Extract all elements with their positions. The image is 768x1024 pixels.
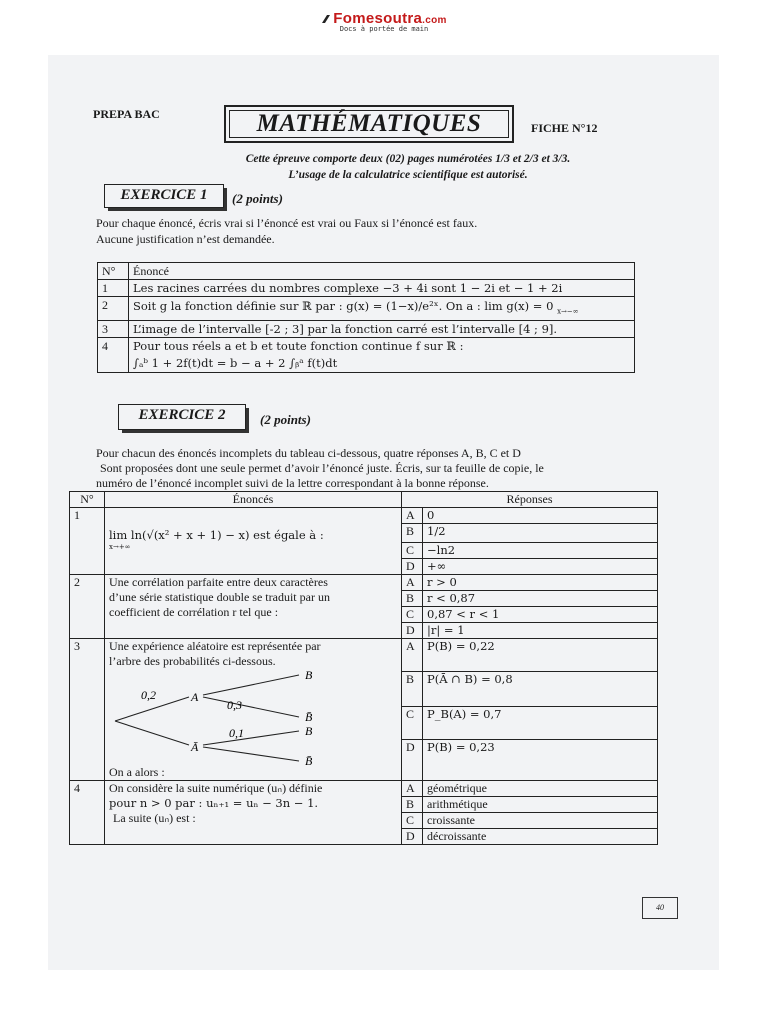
question-line: l’arbre des probabilités ci-dessous.: [109, 654, 276, 668]
probability-tree: [109, 669, 389, 765]
site-header: [0, 10, 768, 33]
answer-letter: A: [402, 508, 423, 524]
instruction-pages: Cette épreuve comporte deux (02) pages numérotées 1/3 et 2/3 et 3/3.: [245, 153, 571, 165]
tree-prob-b-given-abar: 0,1: [229, 726, 244, 740]
tree-node-abar: Ā: [191, 740, 199, 754]
brand-subtitle: Docs à portée de main: [339, 25, 429, 33]
answer-value: P(Ā ∩ B) = 0,8: [423, 671, 658, 706]
question-number: 4: [70, 781, 105, 845]
row-statement: Les racines carrées du nombres complexe −3 + 4i sont 1 − 2i et − 1 + 2i: [129, 280, 635, 297]
answer-value: géométrique: [423, 781, 658, 797]
row-number: 3: [98, 321, 129, 338]
page-number-tag: 40: [642, 897, 678, 919]
table-header-row: [98, 263, 635, 280]
answer-value: P(B) = 0,22: [423, 639, 658, 672]
answer-letter: B: [402, 797, 423, 813]
answer-letter: D: [402, 559, 423, 575]
exercise-1-table: [97, 262, 635, 373]
question-number: 3: [70, 639, 105, 781]
exercise-1-note: Aucune justification n’est demandée.: [96, 232, 275, 246]
answer-letter: B: [402, 671, 423, 706]
row-number: 4: [98, 338, 129, 373]
table-row: [98, 338, 635, 373]
tree-leaf-bbar: B̄: [305, 710, 313, 724]
table-row: [70, 639, 658, 672]
answer-letter: A: [402, 781, 423, 797]
table-header-row: [70, 492, 658, 508]
question-line: d’une série statistique double se traduit par un: [109, 590, 330, 604]
answer-value: croissante: [423, 813, 658, 829]
answer-letter: A: [402, 639, 423, 672]
answer-letter: C: [402, 706, 423, 739]
answer-letter: C: [402, 543, 423, 559]
limit-subscript: x→+∞: [109, 542, 131, 551]
question-line: On considère la suite numérique (uₙ) définie: [109, 781, 323, 795]
fiche-number: FICHE N°12: [531, 121, 598, 135]
answer-letter: B: [402, 524, 423, 543]
question-number: 2: [70, 575, 105, 639]
row-statement: [129, 297, 635, 321]
exercise-2-intro-line1: Pour chacun des énoncés incomplets du tableau ci-dessous, quatre réponses A, B, C et D: [96, 446, 521, 460]
document-sheet: [48, 55, 719, 970]
tree-prob-a: 0,2: [141, 688, 156, 702]
table-row: [98, 297, 635, 321]
answer-value: +∞: [423, 559, 658, 575]
exercise-2-table: [69, 491, 658, 845]
col-header-answers: Réponses: [402, 492, 658, 508]
table-row: [98, 280, 635, 297]
question-line: Une expérience aléatoire est représentée par: [109, 639, 321, 653]
instruction-calculator: L’usage de la calculatrice scientifique est autorisé.: [288, 169, 528, 181]
question-text: lim ln(√(x² + x + 1) − x) est égale à :: [109, 527, 324, 542]
exercise-1-title: EXERCICE 1: [104, 184, 224, 208]
answer-value: r < 0,87: [423, 591, 658, 607]
exercise-1-points: (2 points): [232, 191, 283, 206]
col-header-statement: Énoncé: [129, 263, 635, 280]
answer-value: arithmétique: [423, 797, 658, 813]
answer-letter: D: [402, 623, 423, 639]
row-number: 2: [98, 297, 129, 321]
question-line: Une corrélation parfaite entre deux caractères: [109, 575, 328, 589]
answer-value: r > 0: [423, 575, 658, 591]
answer-letter: D: [402, 829, 423, 845]
table-row: [98, 321, 635, 338]
col-header-statements: Énoncés: [105, 492, 402, 508]
brand-name: Fomesoutra: [333, 10, 423, 27]
answer-value: 1/2: [423, 524, 658, 543]
answer-value: −ln2: [423, 543, 658, 559]
tree-leaf-b: B: [305, 669, 313, 682]
answer-letter: A: [402, 575, 423, 591]
question-number: 1: [70, 508, 105, 575]
answer-value: P_B(A) = 0,7: [423, 706, 658, 739]
answer-value: |r| = 1: [423, 623, 658, 639]
answer-value: 0: [423, 508, 658, 524]
row-statement-text: Soit g la fonction définie sur ℝ par : g(x) = (1−x)/e²ˣ. On a : lim g(x) = 0: [133, 299, 554, 313]
exercise-1-intro: Pour chaque énoncé, écris vrai si l’énoncé est vrai ou Faux si l’énoncé est faux.: [96, 216, 478, 230]
answer-letter: C: [402, 813, 423, 829]
tree-prob-b-given-a: 0,3: [227, 698, 242, 712]
answer-letter: D: [402, 739, 423, 780]
tree-node-a: A: [191, 690, 199, 704]
question-footer: On a alors :: [109, 765, 165, 779]
row-statement: L’image de l’intervalle [-2 ; 3] par la fonction carré est l’intervalle [4 ; 9].: [129, 321, 635, 338]
answer-letter: B: [402, 591, 423, 607]
brand-suffix: .com: [422, 15, 447, 26]
table-row: [70, 508, 658, 524]
answer-value: 0,87 < r < 1: [423, 607, 658, 623]
col-header-number: N°: [70, 492, 105, 508]
answer-value: décroissante: [423, 829, 658, 845]
tree-leaf-b: B: [305, 724, 313, 738]
exercise-2-intro-line3: numéro de l’énoncé incomplet suivi de la lettre correspondant à la bonne réponse.: [96, 476, 489, 490]
limit-subscript: x→−∞: [557, 307, 579, 316]
row-number: 1: [98, 280, 129, 297]
tree-leaf-bbar: B̄: [305, 754, 313, 765]
row-statement: [129, 338, 635, 373]
answer-letter: C: [402, 607, 423, 623]
answer-value: P(B) = 0,23: [423, 739, 658, 780]
question-statement: [105, 575, 402, 639]
page-title: MATHÉMATIQUES: [256, 110, 482, 137]
exercise-2-points: (2 points): [260, 412, 311, 427]
question-line: pour n > 0 par : uₙ₊₁ = uₙ − 3n − 1.: [109, 796, 319, 810]
question-statement: [105, 639, 402, 781]
table-row: [70, 575, 658, 591]
integral-identity: ∫ₐᵇ 1 + 2f(t)dt = b − a + 2 ∫ᵦᵃ f(t)dt: [133, 356, 338, 371]
question-line: coefficient de corrélation r tel que :: [109, 605, 279, 619]
question-statement: [105, 508, 402, 575]
table-row: [70, 781, 658, 797]
col-header-number: N°: [98, 263, 129, 280]
prepa-label: PREPA BAC: [93, 107, 160, 121]
row-statement-line: Pour tous réels a et b et toute fonction continue f sur ℝ :: [133, 339, 464, 354]
question-statement: [105, 781, 402, 845]
brand-swoosh-icon: [321, 14, 331, 24]
question-line: La suite (uₙ) est :: [113, 811, 196, 825]
exercise-2-title: EXERCICE 2: [118, 404, 246, 430]
exercise-2-intro-line2: Sont proposées dont une seule permet d’avoir l’énoncé juste. Écris, sur ta feuille de copie, le: [100, 461, 544, 475]
